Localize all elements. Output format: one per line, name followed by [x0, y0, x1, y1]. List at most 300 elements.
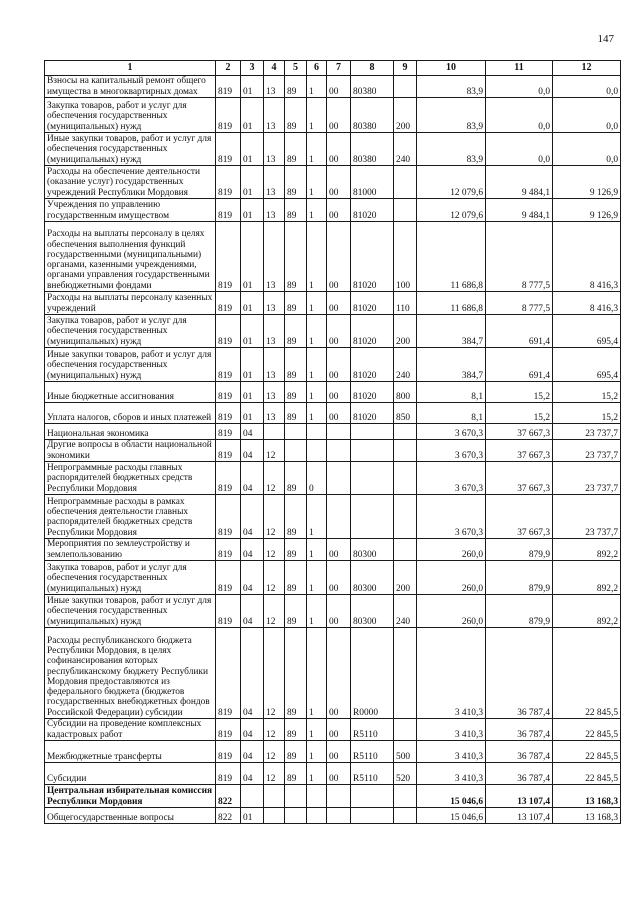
row-label-cell: Закупка товаров, работ и услуг для обеспечения государственных (муниципальных) нужд — [45, 315, 216, 348]
table-cell — [351, 785, 394, 808]
table-cell: 00 — [327, 763, 351, 785]
row-label-cell: Иные бюджетные ассигнования — [45, 382, 216, 403]
table-cell: 15 046,6 — [417, 808, 486, 824]
table-cell — [351, 440, 394, 462]
table-cell: 15,2 — [553, 382, 621, 403]
table-cell: 23 737,7 — [553, 462, 621, 495]
table-cell: R5110 — [351, 719, 394, 741]
table-cell: 0,0 — [486, 76, 553, 98]
table-cell: 23 737,7 — [553, 495, 621, 539]
table-cell: 9 126,9 — [553, 199, 621, 222]
table-cell: 819 — [216, 440, 241, 462]
table-cell: 1 — [307, 495, 327, 539]
table-cell: 83,9 — [417, 98, 486, 133]
table-row — [45, 495, 621, 539]
table-cell: 89 — [285, 462, 307, 495]
table-cell: 1 — [307, 222, 327, 292]
table-cell: 01 — [241, 348, 264, 382]
table-cell: 81000 — [351, 166, 394, 199]
table-cell — [351, 424, 394, 440]
table-cell: 200 — [394, 315, 417, 348]
table-cell: 83,9 — [417, 76, 486, 98]
table-cell: 3 410,3 — [417, 741, 486, 763]
table-cell: 37 667,3 — [486, 462, 553, 495]
table-cell: 13 107,4 — [486, 785, 553, 808]
column-header: 9 — [394, 61, 417, 76]
table-cell: 00 — [327, 595, 351, 628]
table-cell: 12 — [264, 741, 285, 763]
table-cell: 01 — [241, 133, 264, 166]
table-cell: 15 046,6 — [417, 785, 486, 808]
table-cell: 00 — [327, 403, 351, 424]
table-cell: 3 410,3 — [417, 763, 486, 785]
table-cell: 13 168,3 — [553, 785, 621, 808]
table-cell: 819 — [216, 495, 241, 539]
table-cell: 23 737,7 — [553, 424, 621, 440]
table-cell: 12 — [264, 539, 285, 561]
table-cell: 819 — [216, 741, 241, 763]
table-cell: 89 — [285, 166, 307, 199]
table-cell: 89 — [285, 133, 307, 166]
table-cell: 819 — [216, 199, 241, 222]
table-cell: 04 — [241, 495, 264, 539]
table-cell: 12 — [264, 628, 285, 719]
table-cell — [285, 785, 307, 808]
table-cell: 89 — [285, 539, 307, 561]
table-row — [45, 382, 621, 403]
row-label-cell: Уплата налогов, сборов и иных платежей — [45, 403, 216, 424]
table-row — [45, 808, 621, 824]
table-cell — [394, 76, 417, 98]
table-cell: 89 — [285, 98, 307, 133]
row-label-cell: Иные закупки товаров, работ и услуг для обеспечения государственных (муниципальных) нужд — [45, 133, 216, 166]
table-cell: 819 — [216, 222, 241, 292]
row-label-cell: Общегосударственные вопросы — [45, 808, 216, 824]
table-cell — [394, 628, 417, 719]
table-cell: 12 — [264, 763, 285, 785]
table-cell: 80300 — [351, 539, 394, 561]
table-cell: 37 667,3 — [486, 495, 553, 539]
row-label-cell: Закупка товаров, работ и услуг для обеспечения государственных (муниципальных) нужд — [45, 561, 216, 595]
table-cell: 00 — [327, 628, 351, 719]
table-row — [45, 348, 621, 382]
table-cell: 892,2 — [553, 539, 621, 561]
table-row — [45, 539, 621, 561]
table-cell — [327, 424, 351, 440]
row-label-cell: Расходы на выплаты персоналу казенных учреждений — [45, 292, 216, 315]
table-cell: 879,9 — [486, 595, 553, 628]
table-cell: 695,4 — [553, 315, 621, 348]
table-cell: 384,7 — [417, 315, 486, 348]
row-label-cell: Субсидии на проведение комплексных кадастровых работ — [45, 719, 216, 741]
table-cell: 22 845,5 — [553, 763, 621, 785]
table-cell: 15,2 — [486, 403, 553, 424]
row-label-cell: Закупка товаров, работ и услуг для обеспечения государственных (муниципальных) нужд — [45, 98, 216, 133]
table-cell: 36 787,4 — [486, 719, 553, 741]
table-cell: 01 — [241, 76, 264, 98]
column-header: 5 — [285, 61, 307, 76]
table-cell: 12 — [264, 561, 285, 595]
table-cell: 3 670,3 — [417, 495, 486, 539]
column-header: 4 — [264, 61, 285, 76]
table-cell: 691,4 — [486, 348, 553, 382]
table-cell: 892,2 — [553, 595, 621, 628]
table-cell: 13 107,4 — [486, 808, 553, 824]
row-label-cell: Иные закупки товаров, работ и услуг для обеспечения государственных (муниципальных) нужд — [45, 348, 216, 382]
table-cell — [394, 440, 417, 462]
table-cell: 80300 — [351, 595, 394, 628]
table-cell: 1 — [307, 595, 327, 628]
table-cell: 13 — [264, 222, 285, 292]
table-cell — [307, 808, 327, 824]
table-cell: 00 — [327, 382, 351, 403]
table-row — [45, 462, 621, 495]
table-row — [45, 741, 621, 763]
table-cell: 9 126,9 — [553, 166, 621, 199]
table-cell: 110 — [394, 292, 417, 315]
table-cell: 0 — [307, 462, 327, 495]
column-header: 1 — [45, 61, 216, 76]
table-row — [45, 595, 621, 628]
table-cell: R5110 — [351, 763, 394, 785]
table-cell — [394, 199, 417, 222]
table-cell: 0,0 — [553, 98, 621, 133]
table-cell: 01 — [241, 292, 264, 315]
table-cell: 00 — [327, 719, 351, 741]
table-cell: 819 — [216, 292, 241, 315]
table-cell: 89 — [285, 222, 307, 292]
table-cell: 12 — [264, 462, 285, 495]
table-cell: 00 — [327, 292, 351, 315]
table-cell — [327, 808, 351, 824]
table-row — [45, 199, 621, 222]
row-label-cell: Непрограммные расходы главных распорядителей бюджетных средств Республики Мордовия — [45, 462, 216, 495]
table-cell — [307, 785, 327, 808]
table-row — [45, 628, 621, 719]
table-cell — [264, 424, 285, 440]
row-label-cell: Мероприятия по землеустройству и землепользованию — [45, 539, 216, 561]
table-cell: 00 — [327, 561, 351, 595]
table-cell: 1 — [307, 199, 327, 222]
table-cell: 260,0 — [417, 561, 486, 595]
table-cell: 695,4 — [553, 348, 621, 382]
table-cell: 80300 — [351, 561, 394, 595]
table-cell — [394, 808, 417, 824]
table-cell: 00 — [327, 315, 351, 348]
table-cell: 89 — [285, 292, 307, 315]
table-cell — [307, 440, 327, 462]
table-cell: 00 — [327, 199, 351, 222]
table-cell: 1 — [307, 98, 327, 133]
table-cell: 01 — [241, 199, 264, 222]
table-cell: 12 — [264, 595, 285, 628]
table-cell: 11 686,8 — [417, 222, 486, 292]
table-cell: 3 670,3 — [417, 440, 486, 462]
table-cell — [241, 785, 264, 808]
table-cell: 200 — [394, 561, 417, 595]
row-label-cell: Национальная экономика — [45, 424, 216, 440]
table-row — [45, 166, 621, 199]
table-row — [45, 222, 621, 292]
table-cell — [394, 495, 417, 539]
table-cell: 13 — [264, 403, 285, 424]
budget-table — [44, 60, 621, 824]
table-cell: 819 — [216, 561, 241, 595]
table-cell: 13 — [264, 199, 285, 222]
table-cell: 819 — [216, 166, 241, 199]
table-cell: 12 — [264, 440, 285, 462]
column-header: 10 — [417, 61, 486, 76]
table-cell: 04 — [241, 719, 264, 741]
table-cell: 819 — [216, 462, 241, 495]
table-cell: 89 — [285, 348, 307, 382]
table-cell: 13 — [264, 98, 285, 133]
table-cell — [285, 808, 307, 824]
table-cell: 8 416,3 — [553, 292, 621, 315]
table-cell: 819 — [216, 424, 241, 440]
column-header: 3 — [241, 61, 264, 76]
table-cell: 81020 — [351, 199, 394, 222]
table-cell — [327, 785, 351, 808]
table-row — [45, 133, 621, 166]
table-cell: 3 670,3 — [417, 424, 486, 440]
table-cell: 819 — [216, 403, 241, 424]
table-cell: 3 670,3 — [417, 462, 486, 495]
table-cell — [285, 424, 307, 440]
table-cell: 81020 — [351, 403, 394, 424]
row-label-cell: Центральная избирательная комиссия Республики Мордовия — [45, 785, 216, 808]
table-cell: 80380 — [351, 133, 394, 166]
table-cell: 892,2 — [553, 561, 621, 595]
table-cell: 36 787,4 — [486, 763, 553, 785]
table-cell: 13 — [264, 133, 285, 166]
table-cell: 0,0 — [486, 98, 553, 133]
table-cell: 819 — [216, 719, 241, 741]
table-cell: 691,4 — [486, 315, 553, 348]
table-cell: 81020 — [351, 348, 394, 382]
table-cell: 0,0 — [553, 133, 621, 166]
table-cell: 520 — [394, 763, 417, 785]
table-cell: 850 — [394, 403, 417, 424]
table-cell: 1 — [307, 539, 327, 561]
table-cell: 13 — [264, 382, 285, 403]
table-cell: R0000 — [351, 628, 394, 719]
table-cell: 37 667,3 — [486, 440, 553, 462]
table-cell: 500 — [394, 741, 417, 763]
table-cell — [351, 808, 394, 824]
table-cell: 81020 — [351, 315, 394, 348]
table-cell: 819 — [216, 382, 241, 403]
table-cell: 100 — [394, 222, 417, 292]
table-cell: 12 079,6 — [417, 199, 486, 222]
table-cell: 1 — [307, 741, 327, 763]
table-cell: 01 — [241, 382, 264, 403]
table-cell: 1 — [307, 763, 327, 785]
table-cell: 8,1 — [417, 382, 486, 403]
table-cell: 89 — [285, 76, 307, 98]
table-cell: 00 — [327, 76, 351, 98]
table-cell: 00 — [327, 166, 351, 199]
table-cell: 1 — [307, 133, 327, 166]
table-cell: 819 — [216, 628, 241, 719]
table-cell — [285, 440, 307, 462]
table-row — [45, 440, 621, 462]
table-cell: 8,1 — [417, 403, 486, 424]
table-cell: 04 — [241, 741, 264, 763]
table-cell: 1 — [307, 719, 327, 741]
table-cell: 89 — [285, 719, 307, 741]
table-cell: 89 — [285, 741, 307, 763]
table-cell: 819 — [216, 133, 241, 166]
table-row — [45, 292, 621, 315]
table-cell: 89 — [285, 763, 307, 785]
table-cell: 01 — [241, 315, 264, 348]
row-label-cell: Субсидии — [45, 763, 216, 785]
table-cell: 89 — [285, 595, 307, 628]
table-cell: 22 845,5 — [553, 719, 621, 741]
table-cell: 1 — [307, 292, 327, 315]
table-cell: 36 787,4 — [486, 741, 553, 763]
table-cell: 13 168,3 — [553, 808, 621, 824]
table-cell: 9 484,1 — [486, 166, 553, 199]
table-cell: 15,2 — [486, 382, 553, 403]
table-cell: 800 — [394, 382, 417, 403]
table-cell: 0,0 — [553, 76, 621, 98]
table-cell: 0,0 — [486, 133, 553, 166]
table-cell: 1 — [307, 315, 327, 348]
table-cell: 240 — [394, 595, 417, 628]
table-cell: 01 — [241, 166, 264, 199]
table-cell: 11 686,8 — [417, 292, 486, 315]
table-cell: 9 484,1 — [486, 199, 553, 222]
table-cell — [327, 440, 351, 462]
table-cell: 81020 — [351, 292, 394, 315]
table-cell: 89 — [285, 382, 307, 403]
table-cell: 04 — [241, 539, 264, 561]
column-header: 2 — [216, 61, 241, 76]
table-row — [45, 315, 621, 348]
page-number: 147 — [597, 33, 614, 45]
table-cell — [394, 719, 417, 741]
table-row — [45, 98, 621, 133]
table-row — [45, 403, 621, 424]
column-header: 7 — [327, 61, 351, 76]
table-cell — [394, 785, 417, 808]
table-cell: 81020 — [351, 222, 394, 292]
table-cell: 384,7 — [417, 348, 486, 382]
table-cell: 36 787,4 — [486, 628, 553, 719]
table-cell: 80380 — [351, 76, 394, 98]
table-cell: 04 — [241, 440, 264, 462]
table-cell: 1 — [307, 348, 327, 382]
table-cell: 1 — [307, 382, 327, 403]
table-cell: 12 — [264, 719, 285, 741]
table-cell: 13 — [264, 348, 285, 382]
table-cell: 1 — [307, 76, 327, 98]
table-cell: 89 — [285, 495, 307, 539]
table-cell: 00 — [327, 133, 351, 166]
column-header: 11 — [486, 61, 553, 76]
table-cell: 822 — [216, 808, 241, 824]
table-cell — [307, 424, 327, 440]
row-label-cell: Непрограммные расходы в рамках обеспечения деятельности главных распорядителей бюджетных средств Республики Мордовия — [45, 495, 216, 539]
table-cell: 3 410,3 — [417, 719, 486, 741]
row-label-cell: Другие вопросы в области национальной экономики — [45, 440, 216, 462]
table-cell: 22 845,5 — [553, 628, 621, 719]
table-cell: 89 — [285, 403, 307, 424]
table-cell: 00 — [327, 98, 351, 133]
table-cell: 04 — [241, 595, 264, 628]
table-cell: 819 — [216, 315, 241, 348]
table-row — [45, 424, 621, 440]
header-row — [45, 61, 621, 76]
row-label-cell: Межбюджетные трансферты — [45, 741, 216, 763]
table-cell: 8 777,5 — [486, 292, 553, 315]
table-cell: 260,0 — [417, 539, 486, 561]
table-cell: 00 — [327, 348, 351, 382]
table-cell — [351, 462, 394, 495]
table-cell: 8 416,3 — [553, 222, 621, 292]
table-cell: 04 — [241, 763, 264, 785]
table-cell: 23 737,7 — [553, 440, 621, 462]
table-cell: 89 — [285, 561, 307, 595]
table-cell: 819 — [216, 76, 241, 98]
table-cell: 89 — [285, 315, 307, 348]
table-cell — [394, 166, 417, 199]
table-cell — [327, 462, 351, 495]
table-cell: 240 — [394, 133, 417, 166]
row-label-cell: Учреждения по управлению государственным имуществом — [45, 199, 216, 222]
table-cell — [351, 495, 394, 539]
row-label-cell: Расходы на выплаты персоналу в целях обеспечения выполнения функций государственными (муниципальными) органами, казенными учреждениями, органами управления государственными внебюджетными фондами — [45, 222, 216, 292]
table-cell: 04 — [241, 424, 264, 440]
table-cell — [264, 808, 285, 824]
table-cell: 01 — [241, 808, 264, 824]
table-cell: 200 — [394, 98, 417, 133]
table-cell: 04 — [241, 462, 264, 495]
table-cell: 13 — [264, 76, 285, 98]
table-cell: 879,9 — [486, 561, 553, 595]
table-cell: 01 — [241, 222, 264, 292]
row-label-cell: Расходы на обеспечение деятельности (оказание услуг) государственных учреждений Республики Мордовия — [45, 166, 216, 199]
table-cell — [394, 462, 417, 495]
table-cell: 1 — [307, 403, 327, 424]
table-cell: 80380 — [351, 98, 394, 133]
row-label-cell: Иные закупки товаров, работ и услуг для обеспечения государственных (муниципальных) нужд — [45, 595, 216, 628]
table-cell: 819 — [216, 763, 241, 785]
table-cell: 81020 — [351, 382, 394, 403]
table-cell: 819 — [216, 539, 241, 561]
table-cell: 1 — [307, 561, 327, 595]
row-label-cell: Расходы республиканского бюджета Республики Мордовия, в целях софинансирования которых республиканскому бюджету Республики Мордовия предоставляются из федерального бюджета (бюджетов государственных внебюджетных фондов Российской Федерации) субсидии — [45, 628, 216, 719]
table-cell: 00 — [327, 222, 351, 292]
table-row — [45, 719, 621, 741]
table-cell: 3 410,3 — [417, 628, 486, 719]
table-cell — [264, 785, 285, 808]
column-header: 6 — [307, 61, 327, 76]
table-row — [45, 76, 621, 98]
table-cell: 240 — [394, 348, 417, 382]
table-cell: 8 777,5 — [486, 222, 553, 292]
table-cell: R5110 — [351, 741, 394, 763]
table-cell: 819 — [216, 348, 241, 382]
table-cell: 22 845,5 — [553, 741, 621, 763]
table-row — [45, 763, 621, 785]
table-cell — [394, 424, 417, 440]
budget-table-body — [45, 76, 621, 824]
table-cell: 89 — [285, 628, 307, 719]
table-cell: 00 — [327, 741, 351, 763]
